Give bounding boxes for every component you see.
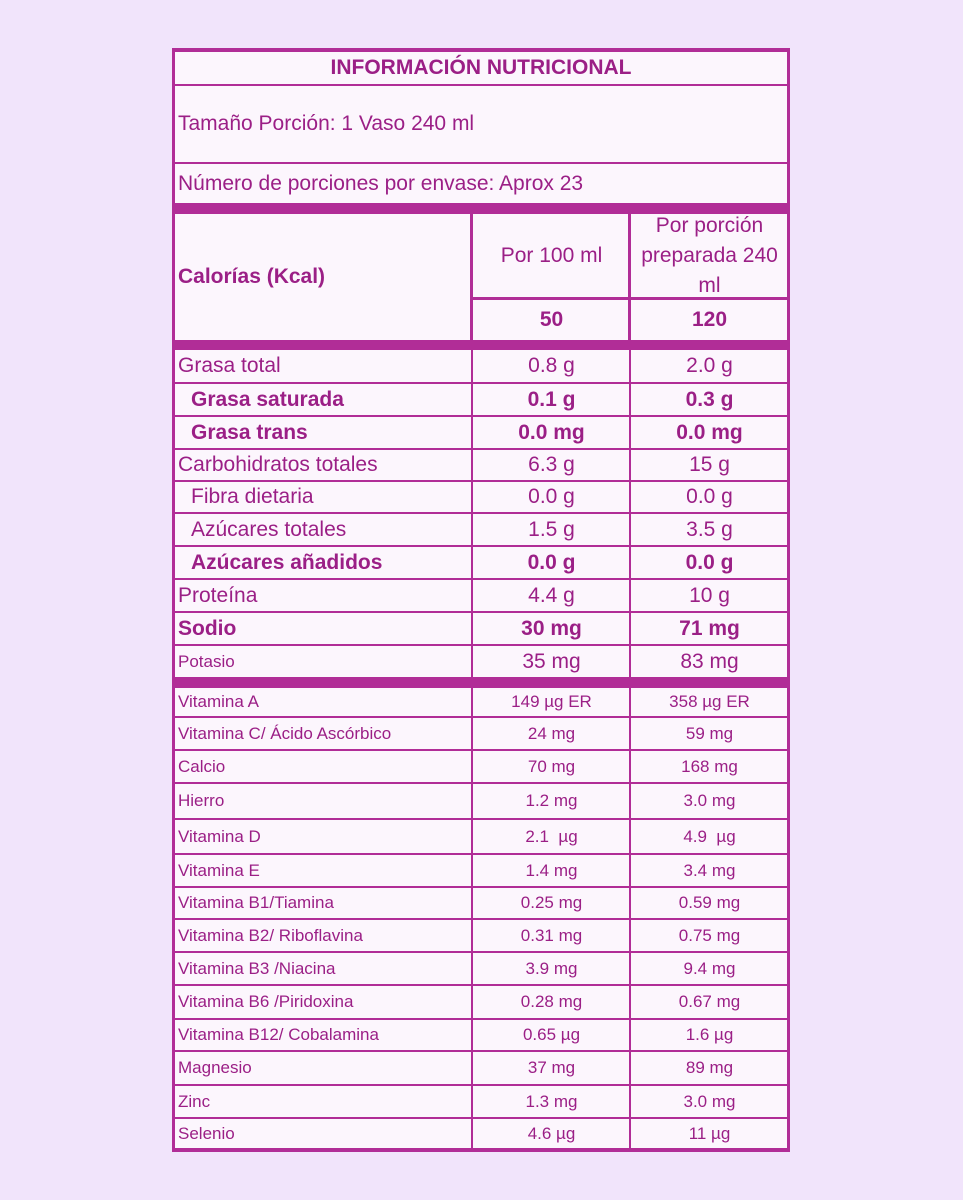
nutrient-value-per-portion: 2.0 g (686, 354, 733, 377)
nutrient-value-per-100ml: 0.0 mg (518, 420, 585, 444)
servings-per-container: Número de porciones por envase: Aprox 23 (178, 171, 584, 195)
vitamin-value-per-portion: 0.67 mg (678, 992, 741, 1011)
nutrient-name: Potasio (178, 651, 235, 671)
vitamin-name: Calcio (178, 756, 226, 776)
vitamin-value-per-100ml: 0.28 mg (520, 992, 583, 1011)
vitamin-value-per-portion: 3.0 mg (683, 791, 736, 810)
thick-divider (172, 677, 790, 688)
nutrient-value-per-100ml: 0.1 g (527, 387, 576, 411)
vitamin-value-per-portion: 4.9 µg (683, 826, 736, 846)
vitamin-name: Vitamina D (178, 826, 261, 846)
nutrient-value-per-100ml: 0.8 g (528, 354, 575, 377)
column-header-line: ml (698, 273, 721, 297)
vitamin-value-per-100ml: 0.65 µg (522, 1025, 581, 1044)
vitamin-name: Vitamina B3 /Niacina (178, 958, 336, 978)
vitamin-name: Vitamina B2/ Riboflavina (178, 925, 363, 945)
column-header-per-100ml: Por 100 ml (500, 243, 603, 267)
vitamin-value-per-100ml: 1.4 mg (525, 860, 578, 880)
vitamin-value-per-100ml: 70 mg (527, 756, 576, 776)
calories-label: Calorías (Kcal) (178, 265, 326, 288)
vitamin-value-per-100ml: 37 mg (527, 1058, 576, 1077)
vitamin-value-per-portion: 0.75 mg (678, 925, 741, 945)
vitamin-name: Zinc (178, 1091, 211, 1111)
nutrient-value-per-portion: 3.5 g (686, 517, 733, 541)
table-border-bottom (172, 1148, 790, 1152)
nutrient-name: Carbohidratos totales (178, 453, 378, 476)
vitamin-name: Hierro (178, 791, 225, 810)
vitamin-value-per-100ml: 0.25 mg (520, 893, 583, 912)
vitamin-value-per-portion: 3.0 mg (683, 1091, 736, 1111)
nutrient-value-per-portion: 0.0 g (686, 485, 733, 508)
vitamin-value-per-portion: 0.59 mg (678, 893, 741, 912)
nutrient-value-per-portion: 83 mg (680, 649, 739, 673)
vitamin-value-per-portion: 358 µg ER (669, 692, 750, 711)
vitamin-name: Vitamina E (178, 860, 260, 880)
vitamin-name: Vitamina A (178, 692, 259, 711)
vitamin-value-per-100ml: 0.31 mg (520, 925, 583, 945)
nutrient-value-per-portion: 71 mg (679, 616, 740, 640)
vitamin-name: Vitamina C/ Ácido Ascórbico (178, 723, 392, 743)
vitamin-value-per-100ml: 4.6 µg (527, 1123, 576, 1143)
calories-value-per-100ml: 50 (539, 308, 564, 331)
vitamin-value-per-100ml: 2.1 µg (525, 826, 578, 846)
vitamin-value-per-portion: 59 mg (685, 723, 734, 743)
nutrient-value-per-100ml: 4.4 g (528, 583, 575, 607)
calories-value-per-portion: 120 (691, 308, 728, 331)
vitamin-name: Vitamina B12/ Cobalamina (178, 1025, 379, 1044)
serving-size: Tamaño Porción: 1 Vaso 240 ml (178, 112, 475, 135)
nutrient-value-per-portion: 0.0 g (685, 550, 734, 574)
nutrient-name: Fibra dietaria (191, 485, 314, 508)
nutrient-name: Proteína (178, 583, 258, 607)
vitamin-value-per-100ml: 24 mg (527, 723, 576, 743)
table-title: INFORMACIÓN NUTRICIONAL (330, 56, 632, 79)
nutrient-name: Grasa total (178, 354, 281, 377)
nutrient-value-per-100ml: 1.5 g (528, 517, 575, 541)
nutrient-value-per-100ml: 0.0 g (528, 485, 575, 508)
vitamin-value-per-portion: 3.4 mg (683, 860, 736, 880)
vitamin-value-per-portion: 9.4 mg (683, 958, 736, 978)
nutrient-value-per-100ml: 30 mg (521, 616, 582, 640)
vitamin-value-per-portion: 1.6 µg (685, 1025, 734, 1044)
vitamin-name: Vitamina B6 /Piridoxina (178, 992, 354, 1011)
vitamin-value-per-100ml: 1.2 mg (525, 791, 578, 810)
column-header-per-portion (631, 214, 788, 297)
vitamin-value-per-100ml: 3.9 mg (525, 958, 578, 978)
nutrient-name: Sodio (178, 616, 237, 640)
nutrient-value-per-portion: 15 g (689, 453, 730, 476)
vitamin-value-per-portion: 168 mg (681, 756, 738, 776)
nutrient-name: Grasa trans (191, 420, 308, 444)
vitamin-value-per-portion: 11 µg (688, 1123, 731, 1143)
nutrient-value-per-portion: 0.0 mg (676, 420, 743, 444)
vitamin-name: Vitamina B1/Tiamina (178, 893, 334, 912)
vitamin-value-per-100ml: 149 µg ER (511, 692, 592, 711)
vitamin-value-per-100ml: 1.3 mg (525, 1091, 578, 1111)
nutrient-name: Azúcares añadidos (191, 550, 383, 574)
nutrient-value-per-100ml: 0.0 g (527, 550, 576, 574)
column-header-line: preparada 240 (641, 243, 778, 267)
column-header-line: Por porción (655, 213, 764, 237)
nutrient-name: Grasa saturada (191, 387, 344, 411)
nutrient-name: Azúcares totales (191, 517, 347, 541)
nutrient-value-per-100ml: 35 mg (522, 649, 581, 673)
vitamin-name: Magnesio (178, 1058, 252, 1077)
nutrient-value-per-portion: 10 g (689, 583, 730, 607)
vitamin-name: Selenio (178, 1123, 235, 1143)
nutrient-value-per-100ml: 6.3 g (528, 453, 575, 476)
thick-divider (172, 340, 790, 350)
vitamin-value-per-portion: 89 mg (685, 1058, 734, 1077)
nutrient-value-per-portion: 0.3 g (685, 387, 734, 411)
